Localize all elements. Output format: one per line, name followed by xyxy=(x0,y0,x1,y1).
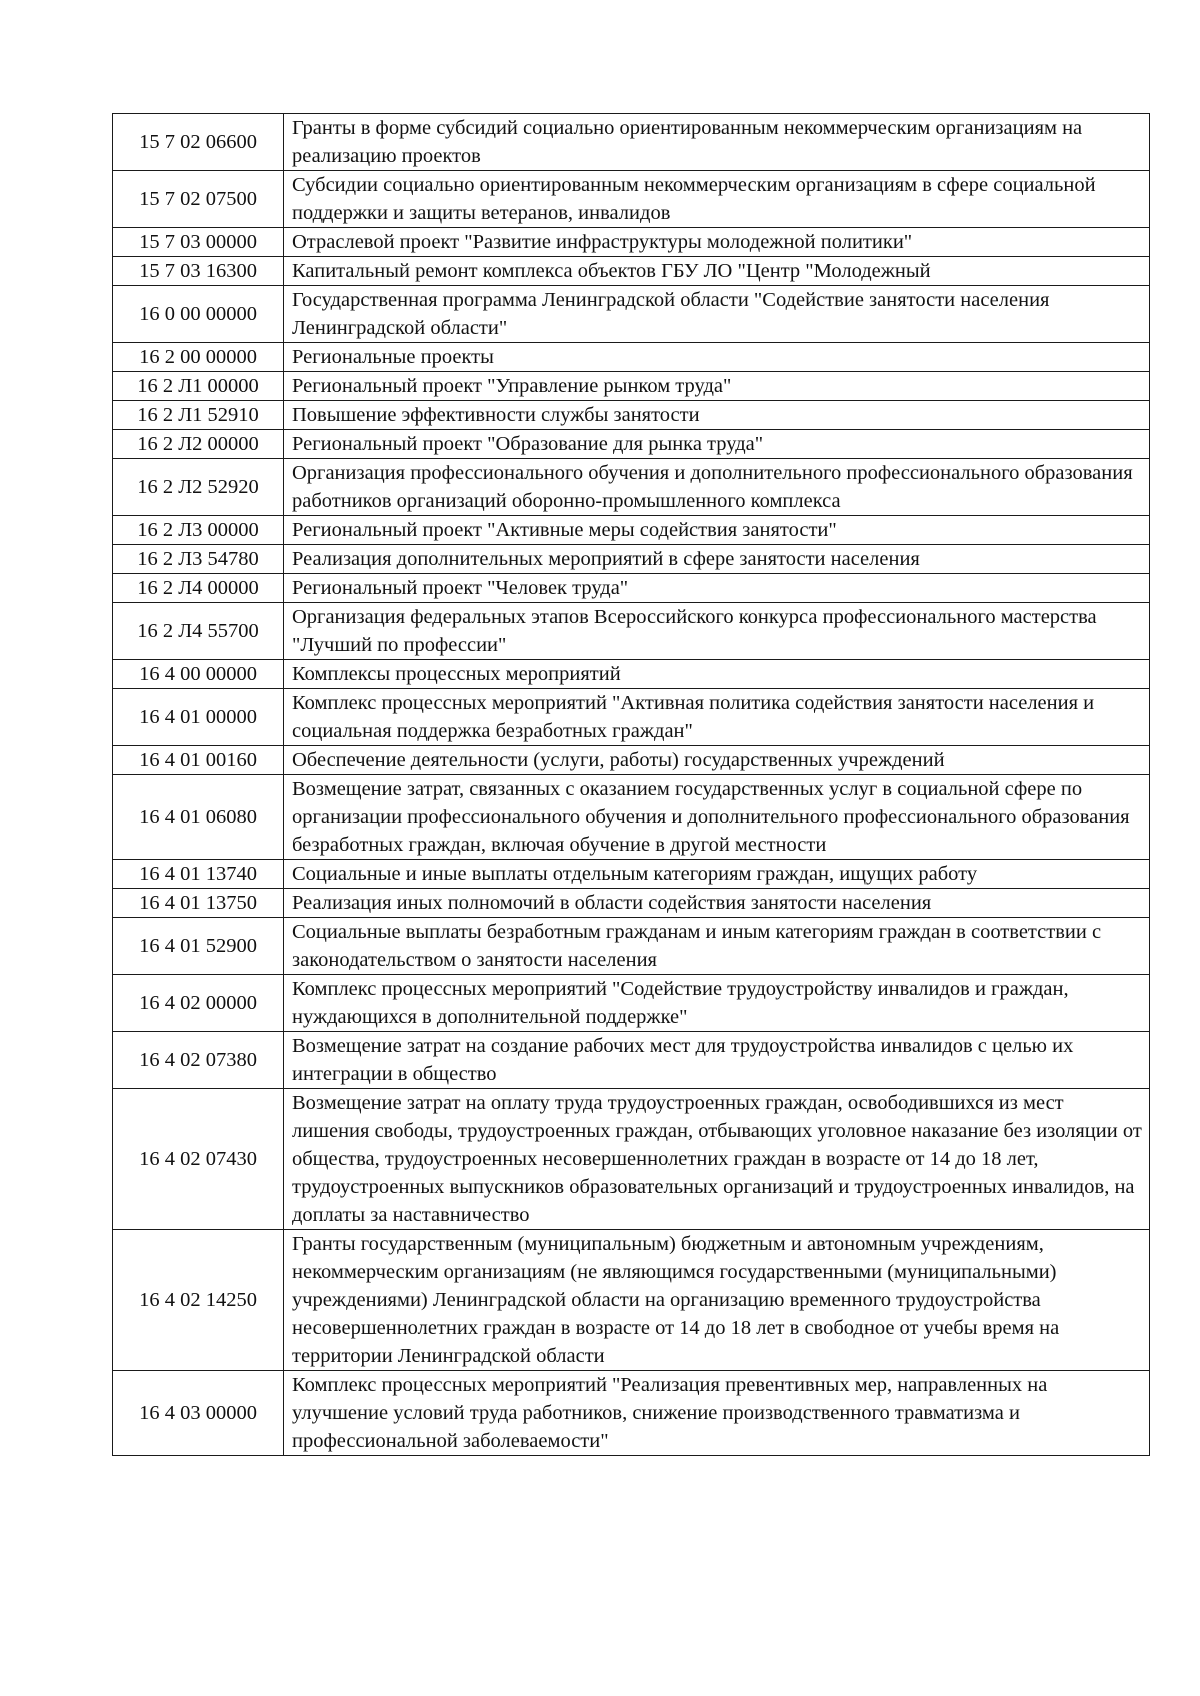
description-cell: Возмещение затрат, связанных с оказанием государственных услуг в социальной сфере по организации профессионального обучения и дополнительного профессионального образования безработных граждан, включая обучение в другой местности xyxy=(284,775,1150,860)
description-cell: Комплексы процессных мероприятий xyxy=(284,660,1150,689)
description-cell: Социальные выплаты безработным гражданам и иным категориям граждан в соответствии с законодательством о занятости населения xyxy=(284,918,1150,975)
table-row xyxy=(113,459,1150,516)
table-row xyxy=(113,171,1150,228)
description-cell: Обеспечение деятельности (услуги, работы) государственных учреждений xyxy=(284,746,1150,775)
budget-code-table xyxy=(112,113,1150,1456)
description-cell: Социальные и иные выплаты отдельным категориям граждан, ищущих работу xyxy=(284,860,1150,889)
code-cell: 15 7 02 06600 xyxy=(113,114,284,171)
table-row xyxy=(113,1371,1150,1456)
table-row xyxy=(113,603,1150,660)
description-cell: Комплекс процессных мероприятий "Реализация превентивных мер, направленных на улучшение условий труда работников, снижение производственного травматизма и профессиональной заболеваемости" xyxy=(284,1371,1150,1456)
code-cell: 16 4 01 06080 xyxy=(113,775,284,860)
table-row xyxy=(113,257,1150,286)
code-cell: 16 2 00 00000 xyxy=(113,343,284,372)
description-cell: Региональный проект "Активные меры содействия занятости" xyxy=(284,516,1150,545)
table-row xyxy=(113,889,1150,918)
description-cell: Гранты в форме субсидий социально ориентированным некоммерческим организациям на реализацию проектов xyxy=(284,114,1150,171)
table-row xyxy=(113,860,1150,889)
table-row xyxy=(113,114,1150,171)
description-cell: Возмещение затрат на оплату труда трудоустроенных граждан, освободившихся из мест лишения свободы, трудоустроенных граждан, отбывающих уголовное наказание без изоляции от общества, трудоустроенных несовершеннолетних граждан в возрасте от 14 до 18 лет, трудоустроенных выпускников образовательных организаций и трудоустроенных инвалидов, на доплаты за наставничество xyxy=(284,1089,1150,1230)
description-cell: Комплекс процессных мероприятий "Содействие трудоустройству инвалидов и граждан, нуждающихся в дополнительной поддержке" xyxy=(284,975,1150,1032)
table-row xyxy=(113,975,1150,1032)
description-cell: Региональные проекты xyxy=(284,343,1150,372)
table-row xyxy=(113,401,1150,430)
table-row xyxy=(113,516,1150,545)
table-row xyxy=(113,1230,1150,1371)
code-cell: 15 7 03 00000 xyxy=(113,228,284,257)
table-row xyxy=(113,746,1150,775)
code-cell: 16 0 00 00000 xyxy=(113,286,284,343)
code-cell: 16 2 Л1 00000 xyxy=(113,372,284,401)
code-cell: 15 7 02 07500 xyxy=(113,171,284,228)
table-row xyxy=(113,689,1150,746)
description-cell: Организация федеральных этапов Всероссийского конкурса профессионального мастерства "Лучший по профессии" xyxy=(284,603,1150,660)
table-row xyxy=(113,430,1150,459)
code-cell: 16 4 02 07380 xyxy=(113,1032,284,1089)
description-cell: Региональный проект "Образование для рынка труда" xyxy=(284,430,1150,459)
table-row xyxy=(113,574,1150,603)
table-row xyxy=(113,286,1150,343)
code-cell: 16 4 01 52900 xyxy=(113,918,284,975)
description-cell: Региональный проект "Управление рынком труда" xyxy=(284,372,1150,401)
table-row xyxy=(113,545,1150,574)
code-cell: 16 4 02 14250 xyxy=(113,1230,284,1371)
description-cell: Возмещение затрат на создание рабочих мест для трудоустройства инвалидов с целью их интеграции в общество xyxy=(284,1032,1150,1089)
table-row xyxy=(113,660,1150,689)
code-cell: 16 4 01 13750 xyxy=(113,889,284,918)
description-cell: Комплекс процессных мероприятий "Активная политика содействия занятости населения и социальная поддержка безработных граждан" xyxy=(284,689,1150,746)
code-cell: 16 4 01 13740 xyxy=(113,860,284,889)
code-cell: 16 4 02 07430 xyxy=(113,1089,284,1230)
description-cell: Отраслевой проект "Развитие инфраструктуры молодежной политики" xyxy=(284,228,1150,257)
table-row xyxy=(113,775,1150,860)
description-cell: Организация профессионального обучения и дополнительного профессионального образования работников организаций оборонно-промышленного комплекса xyxy=(284,459,1150,516)
table-row xyxy=(113,1089,1150,1230)
code-cell: 16 2 Л3 00000 xyxy=(113,516,284,545)
code-cell: 16 2 Л4 55700 xyxy=(113,603,284,660)
document-page xyxy=(112,113,1150,1456)
table-body xyxy=(113,114,1150,1456)
table-row xyxy=(113,343,1150,372)
description-cell: Реализация иных полномочий в области содействия занятости населения xyxy=(284,889,1150,918)
description-cell: Региональный проект "Человек труда" xyxy=(284,574,1150,603)
description-cell: Реализация дополнительных мероприятий в сфере занятости населения xyxy=(284,545,1150,574)
code-cell: 16 2 Л3 54780 xyxy=(113,545,284,574)
description-cell: Государственная программа Ленинградской области "Содействие занятости населения Ленинградской области" xyxy=(284,286,1150,343)
description-cell: Гранты государственным (муниципальным) бюджетным и автономным учреждениям, некоммерческим организациям (не являющимся государственными (муниципальными) учреждениями) Ленинградской области на организацию временного трудоустройства несовершеннолетних граждан в возрасте от 14 до 18 лет в свободное от учебы время на территории Ленинградской области xyxy=(284,1230,1150,1371)
code-cell: 16 4 03 00000 xyxy=(113,1371,284,1456)
code-cell: 16 4 02 00000 xyxy=(113,975,284,1032)
description-cell: Субсидии социально ориентированным некоммерческим организациям в сфере социальной поддержки и защиты ветеранов, инвалидов xyxy=(284,171,1150,228)
code-cell: 16 2 Л2 00000 xyxy=(113,430,284,459)
code-cell: 16 2 Л2 52920 xyxy=(113,459,284,516)
description-cell: Повышение эффективности службы занятости xyxy=(284,401,1150,430)
code-cell: 16 4 00 00000 xyxy=(113,660,284,689)
code-cell: 16 4 01 00160 xyxy=(113,746,284,775)
table-row xyxy=(113,228,1150,257)
code-cell: 16 4 01 00000 xyxy=(113,689,284,746)
table-row xyxy=(113,372,1150,401)
code-cell: 16 2 Л4 00000 xyxy=(113,574,284,603)
code-cell: 15 7 03 16300 xyxy=(113,257,284,286)
description-cell: Капитальный ремонт комплекса объектов ГБУ ЛО "Центр "Молодежный xyxy=(284,257,1150,286)
table-row xyxy=(113,918,1150,975)
table-row xyxy=(113,1032,1150,1089)
code-cell: 16 2 Л1 52910 xyxy=(113,401,284,430)
